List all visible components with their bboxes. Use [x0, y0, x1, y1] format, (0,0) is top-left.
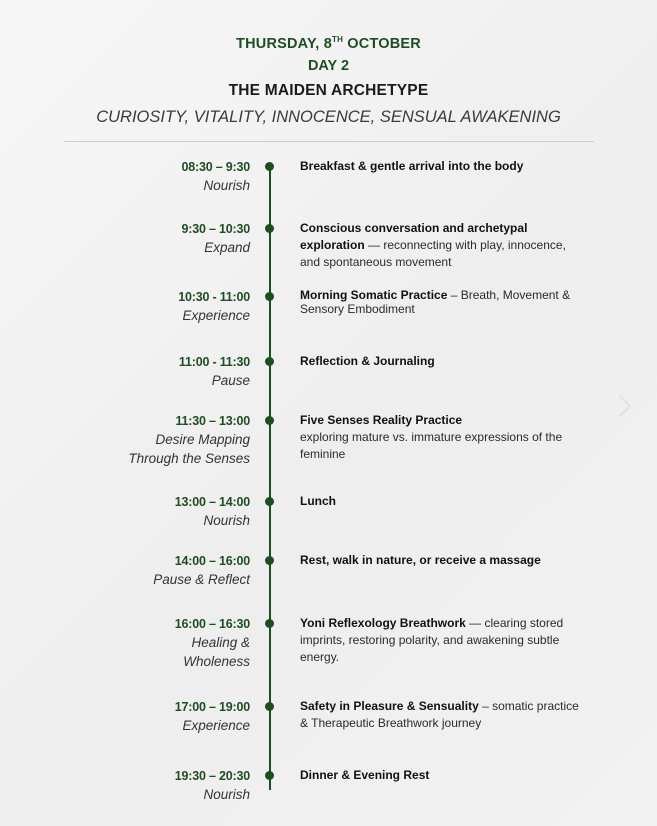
schedule-time: 14:00 – 16:00 — [174, 554, 250, 568]
schedule-label: Desire Mapping — [155, 432, 250, 447]
schedule-time: 11:30 – 13:00 — [175, 414, 250, 428]
date-heading — [0, 30, 657, 54]
schedule-label: Nourish — [203, 787, 250, 802]
schedule-time-block — [178, 288, 250, 325]
schedule-time-block — [175, 615, 250, 671]
schedule-time: 10:30 - 11:00 — [178, 290, 250, 304]
schedule-title: Conscious conversation and archetypal exploration — [300, 221, 528, 252]
schedule-desc: – somatic practice & Therapeutic Breathwork journey — [300, 699, 579, 730]
schedule-time-block — [182, 220, 251, 257]
schedule-description — [300, 552, 580, 569]
day-header — [0, 30, 657, 129]
schedule-label: Healing & — [191, 635, 250, 650]
schedule-time: 16:00 – 16:30 — [174, 617, 250, 631]
date-suffix: TH — [332, 35, 344, 44]
schedule-time: 08:30 – 9:30 — [181, 160, 250, 174]
schedule-label: Nourish — [203, 513, 250, 528]
schedule-time-block — [175, 767, 250, 804]
timeline-dot — [265, 497, 274, 506]
chevron-right-icon[interactable] — [609, 395, 632, 418]
timeline-dot — [265, 224, 274, 233]
schedule-description — [300, 412, 580, 463]
schedule-desc: — clearing stored imprints, restoring polarity, and awakening subtle energy. — [300, 616, 564, 664]
timeline-dot — [265, 556, 274, 565]
schedule-label: Experience — [182, 718, 250, 733]
schedule-desc: – Breath, Movement & Sensory Embodiment — [300, 288, 571, 316]
timeline-dot — [265, 416, 274, 425]
header-divider — [64, 141, 594, 142]
schedule-label: Nourish — [203, 178, 250, 193]
schedule-desc: exploring mature vs. immature expressions of the feminine — [300, 430, 563, 461]
schedule-description — [300, 353, 580, 370]
timeline-dot — [265, 702, 274, 711]
schedule-time-block — [153, 552, 250, 589]
day-label: DAY 2 — [307, 58, 350, 74]
schedule-time: 19:30 – 20:30 — [174, 769, 250, 783]
schedule-label: Expand — [204, 240, 250, 255]
schedule-description — [300, 158, 580, 175]
schedule-time-block — [182, 158, 251, 195]
timeline-line — [269, 165, 271, 790]
schedule-description — [300, 493, 580, 510]
schedule-description — [300, 698, 580, 732]
timeline-dot — [265, 771, 274, 780]
archetype-qualities: CURIOSITY, VITALITY, INNOCENCE, SENSUAL AWAKENING — [96, 108, 561, 126]
schedule-time: 13:00 – 14:00 — [174, 495, 250, 509]
timeline-dot — [265, 619, 274, 628]
date-prefix: THURSDAY, 8 — [236, 36, 332, 52]
schedule-title: Dinner & Evening Rest — [300, 768, 430, 782]
timeline-dot — [265, 357, 274, 366]
schedule-label: Wholeness — [183, 654, 250, 669]
schedule-time-block — [179, 353, 250, 390]
schedule-title: Five Senses Reality Practice — [300, 413, 463, 427]
schedule-time: 11:00 - 11:30 — [178, 355, 250, 369]
schedule-label: Experience — [182, 308, 250, 323]
schedule-time: 9:30 – 10:30 — [181, 222, 250, 236]
date-rest: OCTOBER — [343, 36, 421, 52]
schedule-label: Through the Senses — [128, 451, 250, 466]
schedule-description — [300, 288, 580, 316]
timeline-dot — [265, 292, 274, 301]
schedule-description — [300, 220, 580, 271]
schedule-title: Rest, walk in nature, or receive a massage — [300, 553, 541, 567]
archetype-title: THE MAIDEN ARCHETYPE — [228, 82, 429, 99]
schedule-desc: — reconnecting with play, innocence, and spontaneous movement — [300, 238, 566, 269]
schedule-title: Safety in Pleasure & Sensuality — [300, 699, 479, 713]
schedule-title: Breakfast & gentle arrival into the body — [300, 159, 524, 173]
schedule-title: Morning Somatic Practice — [300, 288, 448, 302]
schedule-time-block — [175, 493, 250, 530]
schedule-time-block — [128, 412, 250, 468]
schedule-time: 17:00 – 19:00 — [174, 700, 250, 714]
timeline-dot — [265, 162, 274, 171]
schedule-title: Reflection & Journaling — [300, 354, 435, 368]
schedule-title: Lunch — [300, 494, 336, 508]
schedule-label: Pause & Reflect — [153, 572, 250, 587]
schedule-time-block — [175, 698, 250, 735]
schedule-description — [300, 767, 580, 784]
schedule-description — [300, 615, 580, 666]
schedule-label: Pause — [211, 373, 250, 388]
schedule-title: Yoni Reflexology Breathwork — [300, 616, 466, 630]
